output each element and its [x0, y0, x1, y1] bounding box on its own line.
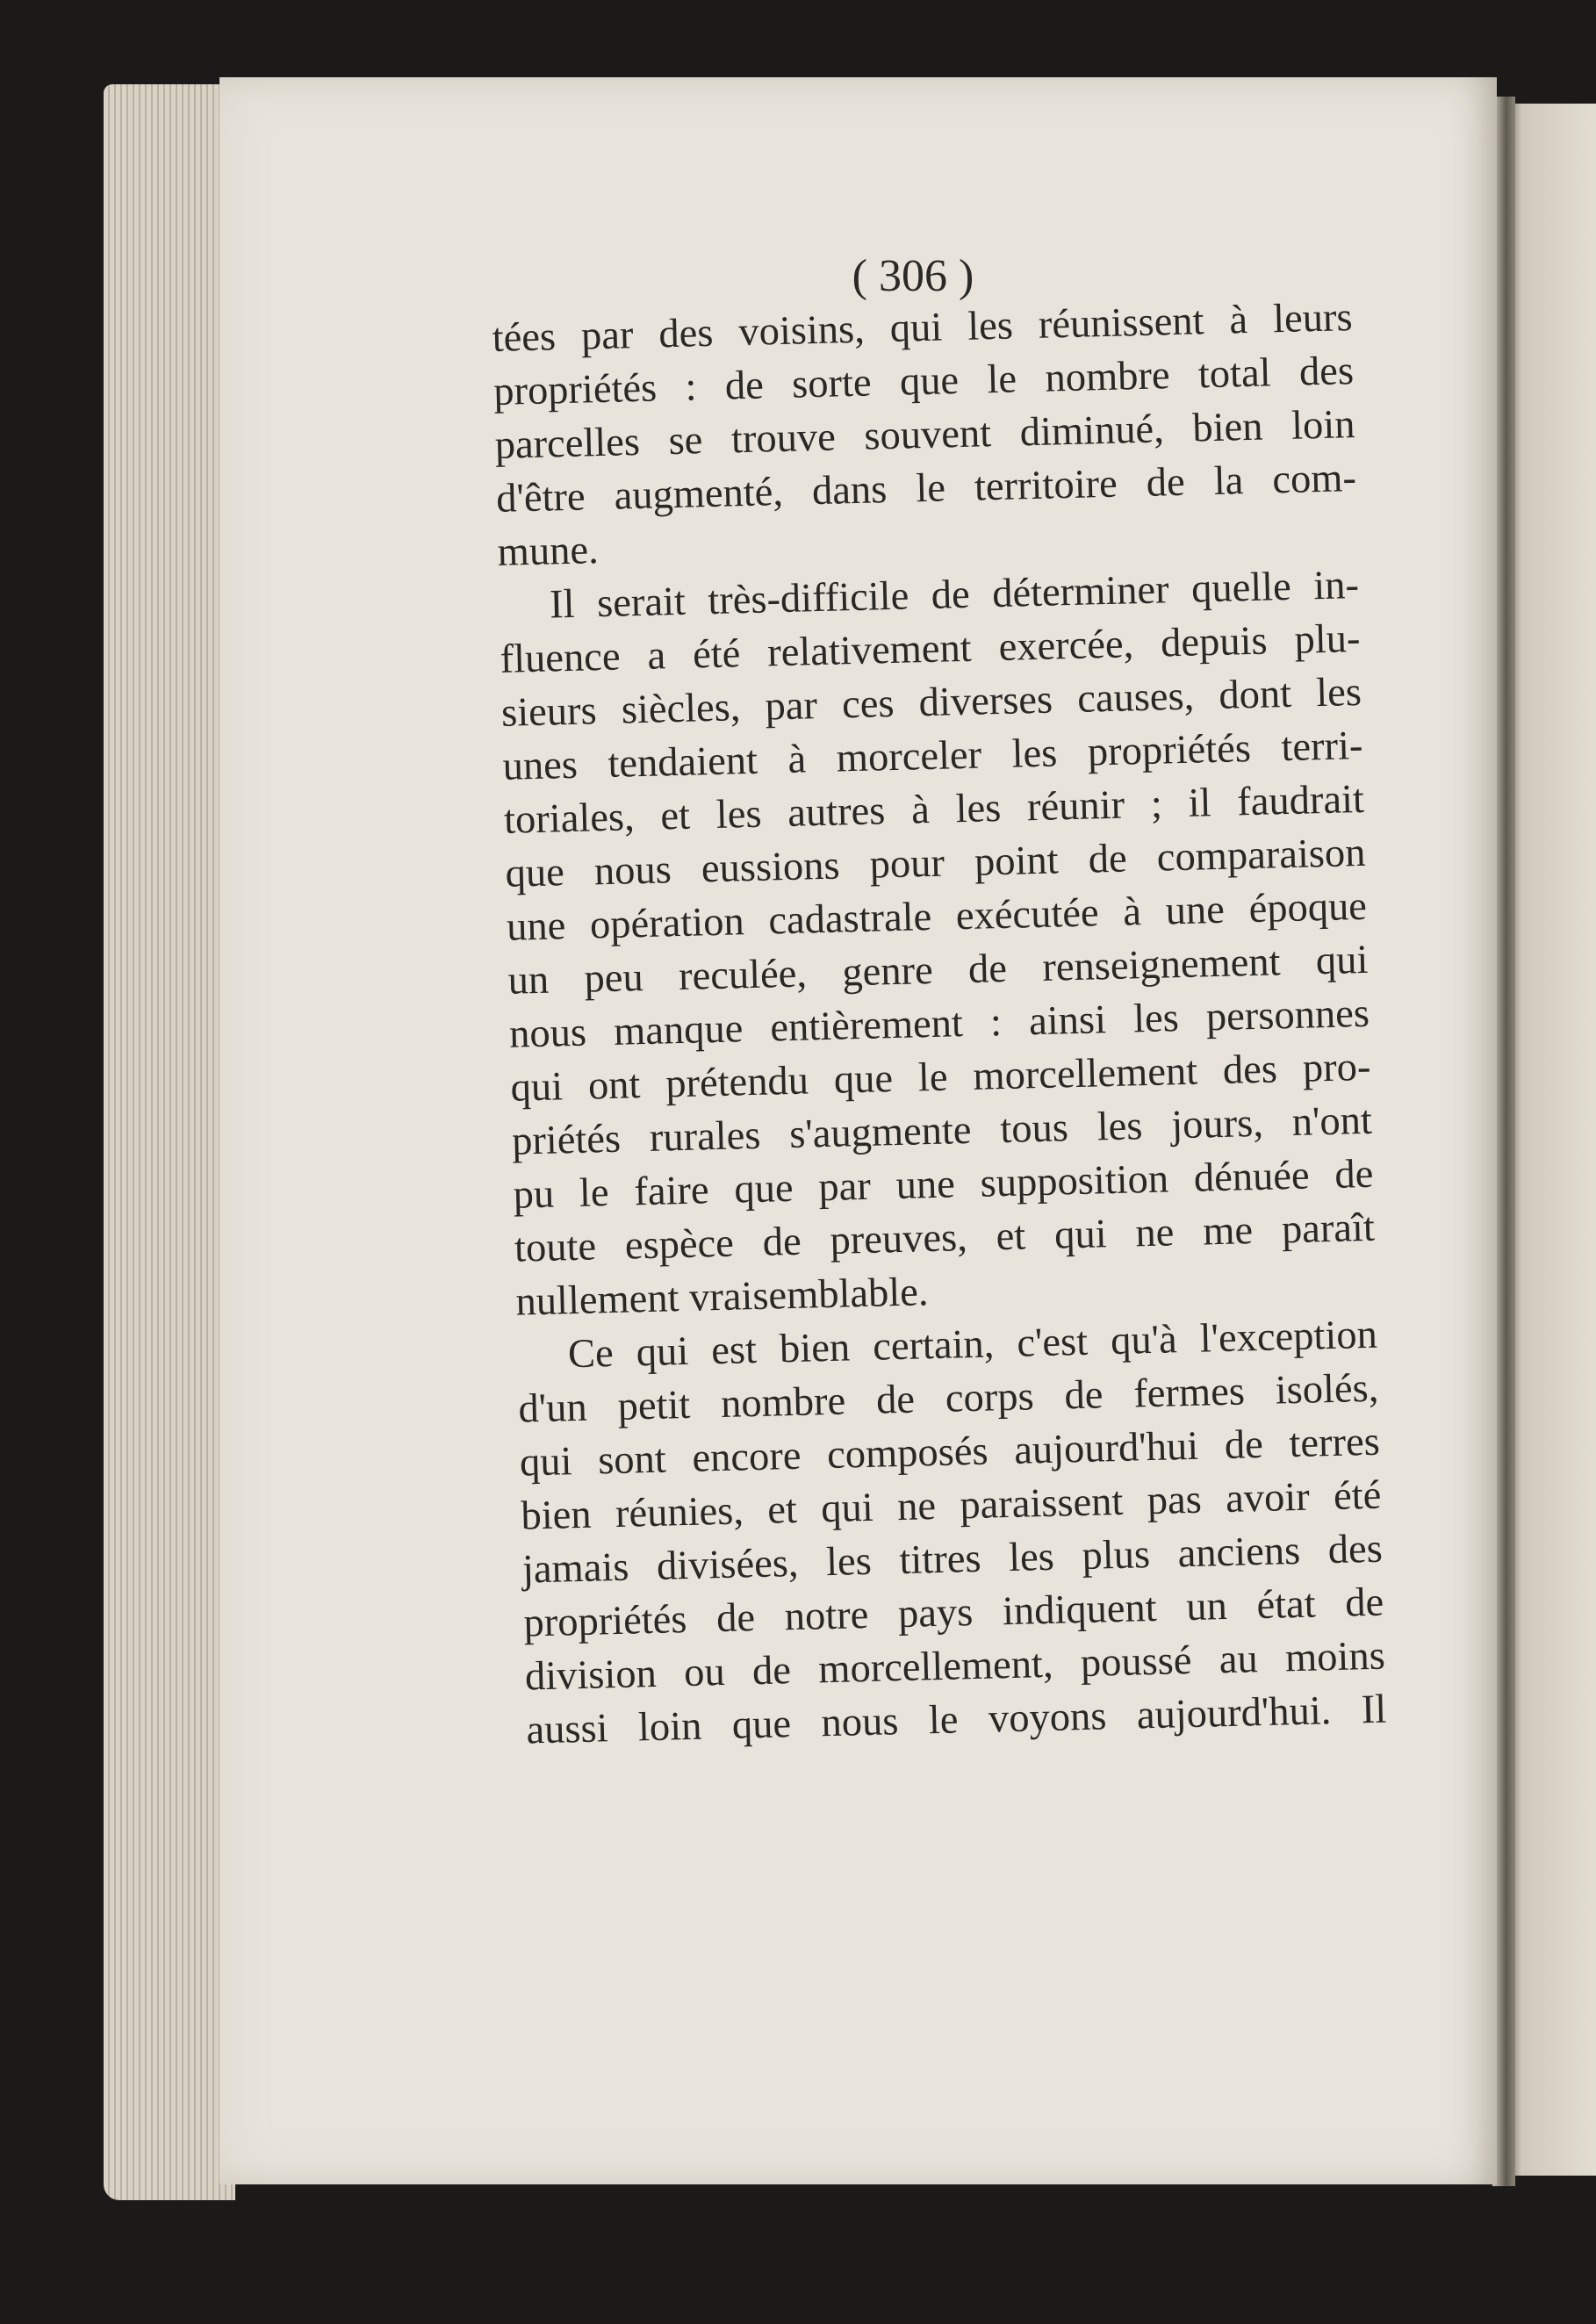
page-number-heading: ( 306 )	[852, 251, 974, 301]
text-line: fluence a été relativement exercée, depuis plu-	[500, 615, 1362, 682]
text-line: d'être augmenté, dans le territoire de la com-	[495, 456, 1357, 522]
text-line: qui ont prétendu que le morcellement des pro-	[509, 1044, 1371, 1111]
text-line: tées par des voisins, qui les réunissent à leurs	[492, 295, 1354, 361]
text-line: aussi loin que nous le voyons aujourd'hui. Il	[525, 1687, 1387, 1753]
text-line: Il serait très-difficile de déterminer quelle in-	[549, 562, 1360, 628]
text-line: parcelles se trouve souvent diminué, bien loin	[494, 402, 1356, 468]
text-line: unes tendaient à morceler les propriétés terri-	[502, 723, 1363, 789]
page-edges-stack	[104, 84, 235, 2200]
text-line: propriétés de notre pays indiquent un état de	[522, 1579, 1384, 1646]
facing-page-edge	[1508, 104, 1596, 2176]
text-line: toute espèce de preuves, et qui ne me paraît	[514, 1205, 1376, 1271]
text-line: bien réunies, et qui ne paraissent pas avoir été	[520, 1472, 1382, 1539]
text-line: jamais divisées, les titres les plus anciens des	[521, 1526, 1384, 1593]
text-line: d'un petit nombre de corps de fermes isolés,	[517, 1365, 1379, 1432]
text-line: que nous eussions pour point de comparaison	[505, 830, 1366, 896]
text-line: propriétés : de sorte que le nombre total des	[492, 349, 1355, 414]
text-line: un peu reculée, genre de renseignement qui	[507, 937, 1369, 1004]
text-line: toriales, et les autres à les réunir ; il faudrait	[503, 776, 1365, 843]
text-line: pu le faire que par une supposition dénuée de	[512, 1151, 1374, 1218]
text-line: Ce qui est bien certain, c'est qu'à l'exception	[567, 1312, 1378, 1378]
text-line: division ou de morcellement, poussé au moins	[524, 1633, 1386, 1700]
text-line: priétés rurales s'augmente tous les jours, n'ont	[511, 1097, 1373, 1164]
text-line: qui sont encore composés aujourd'hui de terres	[519, 1419, 1381, 1486]
text-line: une opération cadastrale exécutée à une époque	[506, 883, 1368, 950]
text-line: mune.	[497, 528, 600, 575]
text-line: nous manque entièrement : ainsi les personnes	[508, 990, 1370, 1057]
text-line: sieurs siècles, par ces diverses causes, dont les	[500, 669, 1362, 736]
text-line: nullement vraisemblable.	[514, 1270, 930, 1325]
body-text	[492, 291, 1387, 1757]
